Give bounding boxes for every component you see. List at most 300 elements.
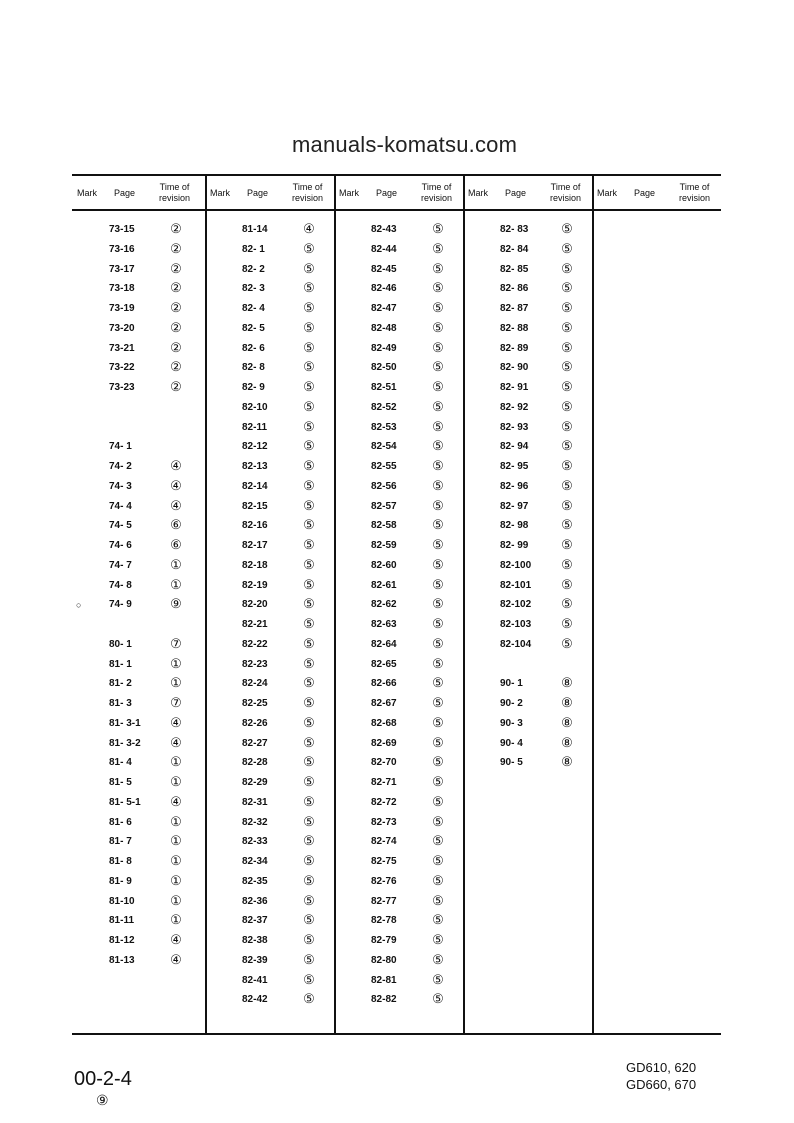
row-revision: ⑤ [561, 260, 573, 276]
row-revision: ⑤ [432, 853, 444, 868]
row-page: 82-15 [242, 500, 268, 512]
row-revision: ⑥ [170, 517, 182, 533]
row-page: 82- 6 [242, 342, 265, 354]
row-page: 82-80 [371, 954, 397, 966]
row-revision: ⑤ [432, 280, 444, 296]
row-page: 82-78 [371, 915, 397, 927]
row-page: 82-23 [242, 658, 268, 670]
row-page: 81- 3-1 [109, 717, 141, 729]
row-revision: ⑤ [303, 517, 315, 533]
row-revision: ⑤ [303, 932, 315, 947]
row-page: 81- 2 [109, 678, 132, 690]
row-revision: ⑤ [303, 951, 315, 967]
row-revision: ⑤ [303, 774, 315, 789]
row-page: 82- 3 [242, 283, 265, 295]
row-page: 82- 87 [500, 303, 529, 314]
row-revision: ① [170, 754, 182, 770]
row-revision: ⑤ [303, 675, 315, 691]
row-page: 82-13 [242, 461, 268, 472]
row-page: 90- 4 [500, 737, 523, 749]
row-page: 82- 92 [500, 401, 529, 413]
page-number: 00-2-4 [74, 1068, 132, 1090]
row-revision: ⑤ [303, 616, 315, 631]
row-revision: ⑤ [561, 418, 573, 434]
row-page: 82-53 [371, 421, 397, 433]
row-page: 82-56 [371, 480, 397, 492]
row-page: 81- 6 [109, 816, 132, 828]
row-revision: ① [170, 892, 182, 908]
row-revision: ⑤ [432, 932, 444, 947]
model-line-1: GD610, 620 [626, 1060, 697, 1075]
row-revision: ④ [170, 497, 182, 513]
row-revision: ⑤ [432, 260, 444, 276]
row-revision: ⑧ [561, 695, 573, 710]
row-revision: ⑤ [561, 339, 573, 355]
row-page: 90- 1 [500, 678, 523, 690]
row-page: 82-55 [371, 461, 397, 472]
row-page: 80- 1 [109, 638, 132, 650]
row-page: 81- 4 [109, 757, 132, 769]
row-page: 73-18 [109, 283, 135, 295]
row-page: 82-20 [242, 599, 268, 611]
row-revision: ④ [170, 734, 182, 750]
row-page: 82-12 [242, 441, 268, 453]
row-revision: ① [170, 774, 182, 789]
row-page: 73-15 [109, 224, 135, 235]
row-revision: ⑤ [561, 576, 573, 592]
row-revision: ⑤ [561, 398, 573, 414]
row-revision: ⑤ [432, 319, 444, 335]
row-revision: ⑤ [303, 892, 315, 908]
row-page: 82-67 [371, 698, 397, 709]
row-revision: ② [170, 379, 182, 394]
row-page: 82-29 [242, 777, 268, 788]
header-rule [72, 209, 721, 211]
row-revision: ① [170, 813, 182, 829]
row-revision: ⑤ [432, 379, 444, 394]
header-revision-1: Time of [159, 182, 190, 192]
row-revision: ⑤ [303, 971, 315, 987]
row-page: 81-13 [109, 954, 135, 966]
row-page: 82- 86 [500, 283, 529, 295]
row-revision: ② [170, 339, 182, 355]
row-page: 82-70 [371, 757, 397, 769]
row-revision: ② [170, 221, 182, 236]
row-revision: ① [170, 556, 182, 572]
row-page: 82-21 [242, 619, 268, 630]
row-page: 82-47 [371, 303, 397, 314]
row-revision: ⑤ [432, 675, 444, 691]
row-page: 82- 97 [500, 500, 529, 512]
row-page: 82- 94 [500, 441, 529, 453]
row-revision: ⑤ [432, 477, 444, 493]
row-revision: ⑤ [561, 458, 573, 473]
row-page: 82-44 [371, 243, 397, 255]
header-mark: Mark [597, 188, 617, 198]
row-page: 82-18 [242, 559, 268, 571]
row-revision: ⑤ [432, 576, 444, 592]
table-top-rule [72, 174, 721, 176]
row-revision: ④ [170, 932, 182, 947]
row-page: 82-14 [242, 480, 268, 492]
row-revision: ⑤ [561, 596, 573, 612]
row-revision: ① [170, 872, 182, 888]
row-page: 82-68 [371, 717, 397, 729]
row-page: 81- 8 [109, 856, 132, 867]
header-revision-1: Time of [550, 182, 581, 192]
header-revision-1: Time of [421, 182, 452, 192]
row-page: 82-38 [242, 935, 268, 946]
row-revision: ⑤ [303, 477, 315, 493]
row-revision: ⑤ [303, 576, 315, 592]
row-revision: ① [170, 655, 182, 671]
row-revision: ⑤ [561, 240, 573, 256]
row-revision: ⑧ [561, 754, 573, 770]
row-page: 82-45 [371, 263, 397, 275]
row-page: 74- 4 [109, 500, 132, 512]
row-revision: ⑤ [303, 853, 315, 868]
row-revision: ⑤ [303, 912, 315, 928]
row-page: 82-16 [242, 520, 268, 532]
header-revision-2: revision [420, 193, 452, 203]
row-revision: ⑤ [561, 300, 573, 315]
row-revision: ④ [170, 458, 182, 473]
row-page: 82-54 [371, 441, 397, 453]
row-revision: ⑤ [303, 813, 315, 829]
row-revision: ⑤ [432, 616, 444, 631]
header-revision-2: revision [549, 193, 581, 203]
row-revision: ① [170, 576, 182, 592]
row-revision: ④ [170, 951, 182, 967]
row-revision: ⑤ [432, 971, 444, 987]
row-page: 82-59 [371, 540, 397, 551]
row-revision: ⑤ [303, 655, 315, 671]
row-page: 82- 1 [242, 243, 265, 255]
header-revision-2: revision [158, 193, 190, 203]
row-revision: ⑤ [561, 616, 573, 631]
row-revision: ⑤ [561, 537, 573, 552]
row-page: 82-11 [242, 421, 268, 433]
row-page: 81- 5-1 [109, 796, 141, 808]
row-revision: ⑤ [561, 517, 573, 533]
row-page: 82-50 [371, 362, 397, 374]
row-page: 82-79 [371, 935, 397, 946]
row-mark: ○ [76, 600, 82, 611]
row-revision: ⑤ [432, 872, 444, 888]
row-page: 82-28 [242, 757, 268, 769]
row-revision: ⑨ [170, 596, 182, 612]
row-revision: ⑤ [303, 695, 315, 710]
table-bottom-rule [72, 1033, 721, 1035]
row-page: 82-22 [242, 638, 268, 650]
row-page: 82-77 [371, 895, 397, 907]
row-revision: ④ [303, 221, 315, 236]
row-page: 82-25 [242, 698, 268, 709]
row-revision: ⑦ [170, 695, 182, 710]
row-revision: ⑤ [561, 477, 573, 493]
row-page: 82- 93 [500, 421, 529, 433]
row-page: 81- 1 [109, 658, 132, 670]
row-revision: ⑤ [303, 872, 315, 888]
row-page: 82-43 [371, 224, 397, 235]
row-revision: ② [170, 359, 182, 375]
row-page: 74- 3 [109, 480, 132, 492]
row-page: 82-61 [371, 579, 397, 591]
row-page: 82-60 [371, 559, 397, 571]
row-revision: ⑤ [432, 556, 444, 572]
row-revision: ⑧ [561, 734, 573, 750]
row-revision: ⑤ [432, 734, 444, 750]
row-revision: ⑤ [432, 912, 444, 928]
row-revision: ⑤ [432, 596, 444, 612]
header-page: Page [633, 188, 656, 198]
row-page: 74- 9 [109, 599, 132, 611]
row-page: 82-49 [371, 342, 397, 354]
column-divider [334, 175, 336, 1035]
row-page: 82- 96 [500, 480, 529, 492]
row-page: 82- 98 [500, 520, 529, 532]
row-revision: ⑤ [432, 418, 444, 434]
row-page: 81-10 [109, 895, 135, 907]
row-revision: ⑤ [303, 339, 315, 355]
row-revision: ⑤ [432, 774, 444, 789]
row-page: 82-24 [242, 678, 268, 690]
row-revision: ⑤ [432, 497, 444, 513]
row-page: 74- 1 [109, 441, 132, 453]
row-page: 82- 2 [242, 263, 265, 275]
row-revision: ⑤ [432, 458, 444, 473]
row-revision: ⑤ [432, 655, 444, 671]
row-page: 82-39 [242, 954, 268, 966]
row-revision: ⑤ [432, 240, 444, 256]
row-revision: ⑤ [561, 359, 573, 375]
header-revision-2: revision [291, 193, 323, 203]
row-page: 81- 3 [109, 698, 132, 709]
row-revision: ⑤ [303, 734, 315, 750]
header-page: Page [246, 188, 269, 198]
row-page: 82-51 [371, 382, 397, 393]
header-mark: Mark [210, 188, 230, 198]
row-revision: ② [170, 300, 182, 315]
row-page: 82-71 [371, 777, 397, 788]
row-revision: ⑤ [561, 438, 573, 454]
row-page: 90- 3 [500, 717, 523, 729]
row-revision: ⑤ [432, 537, 444, 552]
row-revision: ⑤ [303, 300, 315, 315]
row-revision: ⑤ [303, 319, 315, 335]
header-revision-1: Time of [292, 182, 323, 192]
row-revision: ⑤ [432, 833, 444, 849]
header-revision-2: revision [678, 193, 710, 203]
header-page: Page [504, 188, 527, 198]
row-revision: ④ [170, 793, 182, 809]
model-line-2: GD660, 670 [626, 1077, 697, 1092]
row-revision: ⑤ [561, 280, 573, 296]
row-revision: ② [170, 280, 182, 296]
row-page: 81- 3-2 [109, 737, 141, 749]
row-page: 73-16 [109, 243, 135, 255]
row-page: 82-26 [242, 717, 268, 729]
row-page: 82-74 [371, 836, 397, 848]
row-revision: ② [170, 319, 182, 335]
header-revision-1: Time of [679, 182, 710, 192]
row-page: 74- 7 [109, 559, 132, 571]
row-revision: ⑤ [303, 991, 315, 1007]
row-page: 82-100 [500, 559, 532, 571]
row-revision: ⑤ [303, 793, 315, 809]
row-page: 81- 9 [109, 875, 132, 887]
row-page: 82- 4 [242, 303, 265, 314]
row-page: 82-104 [500, 638, 532, 650]
row-revision: ⑤ [303, 379, 315, 394]
row-revision: ⑤ [303, 260, 315, 276]
row-revision: ⑤ [303, 596, 315, 612]
row-revision: ⑤ [561, 379, 573, 394]
row-page: 74- 5 [109, 520, 132, 532]
row-revision: ⑤ [432, 695, 444, 710]
header-mark: Mark [77, 188, 97, 198]
row-page: 82- 91 [500, 382, 529, 393]
row-page: 82-33 [242, 836, 268, 848]
row-page: 73-23 [109, 382, 135, 393]
page-revision-mark: ⑨ [96, 1092, 109, 1108]
row-revision: ⑤ [303, 635, 315, 651]
row-page: 82- 88 [500, 322, 529, 334]
row-page: 82-48 [371, 322, 397, 334]
row-revision: ⑤ [303, 497, 315, 513]
row-revision: ⑤ [432, 714, 444, 730]
row-revision: ⑤ [432, 991, 444, 1007]
row-page: 82- 90 [500, 362, 529, 374]
row-page: 82-58 [371, 520, 397, 532]
row-revision: ⑤ [432, 398, 444, 414]
row-page: 82-81 [371, 974, 397, 986]
header-page: Page [113, 188, 136, 198]
row-page: 82- 85 [500, 263, 529, 275]
row-revision: ⑤ [432, 438, 444, 454]
row-revision: ⑤ [303, 754, 315, 770]
row-page: 82- 89 [500, 342, 529, 354]
row-page: 73-20 [109, 322, 135, 334]
row-revision: ⑤ [432, 793, 444, 809]
row-revision: ⑤ [432, 221, 444, 236]
row-revision: ② [170, 240, 182, 256]
row-revision: ① [170, 833, 182, 849]
row-revision: ⑤ [303, 359, 315, 375]
row-page: 82-73 [371, 816, 397, 828]
row-page: 82-27 [242, 737, 268, 749]
row-page: 74- 2 [109, 461, 132, 472]
row-page: 82- 8 [242, 362, 265, 374]
row-revision: ⑤ [303, 438, 315, 454]
row-page: 82-64 [371, 638, 397, 650]
row-page: 73-19 [109, 303, 135, 314]
row-page: 73-17 [109, 263, 135, 275]
row-revision: ⑤ [432, 359, 444, 375]
row-page: 74- 8 [109, 579, 132, 591]
watermark: manuals-komatsu.com [292, 132, 518, 157]
row-revision: ⑥ [170, 537, 182, 552]
row-page: 82- 84 [500, 243, 529, 255]
row-revision: ⑧ [561, 675, 573, 691]
row-revision: ⑤ [303, 398, 315, 414]
row-page: 81-12 [109, 935, 135, 946]
row-page: 82- 95 [500, 461, 529, 472]
row-revision: ⑤ [432, 517, 444, 533]
row-revision: ① [170, 675, 182, 691]
row-page: 73-21 [109, 342, 135, 354]
row-page: 82-82 [371, 994, 397, 1006]
row-revision: ⑤ [561, 556, 573, 572]
row-page: 82- 83 [500, 224, 529, 235]
row-page: 81-11 [109, 915, 135, 927]
row-revision: ① [170, 912, 182, 928]
row-revision: ⑤ [303, 418, 315, 434]
row-page: 82-41 [242, 974, 268, 986]
row-revision: ⑤ [303, 537, 315, 552]
row-page: 82-10 [242, 401, 268, 413]
row-revision: ⑤ [432, 892, 444, 908]
row-page: 82-102 [500, 599, 532, 611]
row-page: 81- 5 [109, 777, 132, 788]
row-page: 73-22 [109, 362, 135, 374]
row-page: 82-17 [242, 540, 268, 551]
row-page: 82-62 [371, 599, 397, 611]
row-revision: ⑤ [432, 813, 444, 829]
row-revision: ⑤ [561, 319, 573, 335]
row-page: 82-101 [500, 579, 532, 591]
row-page: 82- 5 [242, 322, 265, 334]
row-revision: ⑧ [561, 714, 573, 730]
column-divider [592, 175, 594, 1035]
row-page: 82-65 [371, 658, 397, 670]
row-revision: ⑤ [432, 951, 444, 967]
row-page: 82-36 [242, 895, 268, 907]
row-page: 90- 2 [500, 698, 523, 709]
row-revision: ⑤ [561, 221, 573, 236]
row-page: 82-42 [242, 994, 268, 1006]
row-revision: ④ [170, 477, 182, 493]
header-mark: Mark [339, 188, 359, 198]
row-page: 82-66 [371, 678, 397, 690]
row-revision: ⑤ [561, 635, 573, 651]
row-page: 82-52 [371, 401, 397, 413]
row-page: 82-34 [242, 856, 268, 867]
row-page: 82- 9 [242, 382, 265, 393]
row-page: 82-72 [371, 796, 397, 808]
header-page: Page [375, 188, 398, 198]
row-revision: ⑤ [432, 300, 444, 315]
row-revision: ① [170, 853, 182, 868]
row-page: 82-69 [371, 737, 397, 749]
row-revision: ⑤ [303, 556, 315, 572]
row-page: 82-37 [242, 915, 268, 927]
row-page: 82-76 [371, 875, 397, 887]
row-revision: ⑤ [432, 754, 444, 770]
row-page: 82- 99 [500, 540, 529, 551]
row-page: 82-57 [371, 500, 397, 512]
row-revision: ⑤ [303, 833, 315, 849]
row-page: 82-63 [371, 619, 397, 630]
column-divider [205, 175, 207, 1035]
row-page: 82-35 [242, 875, 268, 887]
row-revision: ⑤ [432, 635, 444, 651]
row-revision: ⑤ [303, 240, 315, 256]
row-revision: ⑤ [561, 497, 573, 513]
row-revision: ② [170, 260, 182, 276]
row-revision: ⑤ [303, 714, 315, 730]
row-page: 81- 7 [109, 836, 132, 848]
